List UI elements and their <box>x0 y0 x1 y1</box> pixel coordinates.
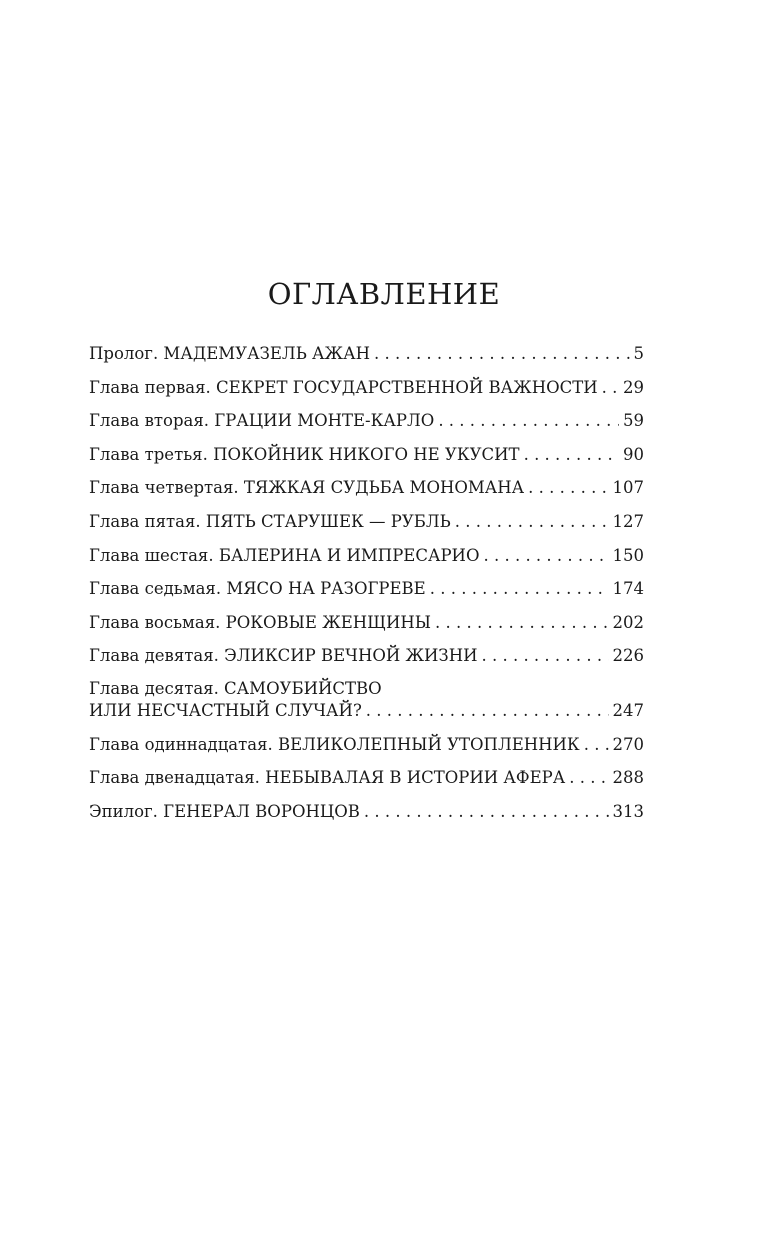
toc-entry-label-line2: ИЛИ НЕСЧАСТНЫЙ СЛУЧАЙ? <box>89 700 362 720</box>
dot-leader <box>364 800 609 823</box>
toc-page-number: 107 <box>612 478 644 498</box>
toc-entry-chapter-12 <box>89 766 644 789</box>
toc-entry-chapter-6 <box>89 544 644 567</box>
dot-leader <box>528 476 608 499</box>
toc-entry-label: Глава четвертая. ТЯЖКАЯ СУДЬБА МОНОМАНА <box>89 478 525 498</box>
toc-entry-chapter-2 <box>89 409 644 432</box>
dot-leader <box>481 644 608 667</box>
dot-leader <box>366 700 609 722</box>
toc-entry-label: Глава девятая. ЭЛИКСИР ВЕЧНОЙ ЖИЗНИ <box>89 646 478 666</box>
toc-entry-label: Эпилог. ГЕНЕРАЛ ВОРОНЦОВ <box>89 801 360 821</box>
toc-entry-chapter-10 <box>89 678 644 722</box>
table-of-contents <box>89 342 644 833</box>
dot-leader <box>602 376 619 399</box>
toc-page-number: 5 <box>633 344 644 363</box>
toc-entry-chapter-1 <box>89 376 644 399</box>
dot-leader <box>430 577 609 600</box>
toc-page-number: 174 <box>612 579 644 599</box>
dot-leader <box>374 342 630 365</box>
dot-leader <box>483 544 608 567</box>
toc-entry-label: Глава двенадцатая. НЕБЫВАЛАЯ В ИСТОРИИ АФЕРА <box>89 768 566 788</box>
toc-entry-epilogue <box>89 800 644 823</box>
toc-entry-label: Глава одиннадцатая. ВЕЛИКОЛЕПНЫЙ УТОПЛЕННИК <box>89 734 580 754</box>
toc-entry-line2 <box>89 700 644 722</box>
toc-entry-label: Глава пятая. ПЯТЬ СТАРУШЕК — РУБЛЬ <box>89 511 451 531</box>
toc-page-number: 127 <box>612 511 644 531</box>
toc-entry-label: Глава седьмая. МЯСО НА РАЗОГРЕВЕ <box>89 579 426 599</box>
toc-entry-label: Пролог. МАДЕМУАЗЕЛЬ АЖАН <box>89 344 370 363</box>
page-title: ОГЛАВЛЕНИЕ <box>267 277 501 311</box>
toc-entry-label: Глава первая. СЕКРЕТ ГОСУДАРСТВЕННОЙ ВАЖНОСТИ <box>89 377 598 397</box>
toc-entry-label: Глава восьмая. РОКОВЫЕ ЖЕНЩИНЫ <box>89 612 432 632</box>
toc-page-number: 202 <box>612 612 644 632</box>
toc-page-number: 226 <box>612 646 644 666</box>
toc-page-number: 247 <box>612 700 644 720</box>
dot-leader <box>435 611 608 634</box>
toc-entry-label-line1: Глава десятая. САМОУБИЙСТВО <box>89 678 382 698</box>
toc-entry-chapter-5 <box>89 510 644 533</box>
toc-entry-label: Глава третья. ПОКОЙНИК НИКОГО НЕ УКУСИТ <box>89 444 520 464</box>
toc-page-number: 270 <box>612 734 644 754</box>
dot-leader <box>584 733 609 756</box>
toc-page-number: 288 <box>612 768 644 788</box>
toc-entry-label: Глава шестая. БАЛЕРИНА И ИМПРЕСАРИО <box>89 545 480 565</box>
toc-entry-prologue <box>89 342 644 365</box>
toc-entry-chapter-11 <box>89 733 644 756</box>
toc-page-number: 29 <box>623 377 644 397</box>
toc-entry-chapter-4 <box>89 476 644 499</box>
toc-entry-chapter-3 <box>89 443 644 466</box>
dot-leader <box>524 443 619 466</box>
toc-page-number: 59 <box>623 411 644 431</box>
dot-leader <box>438 409 619 432</box>
toc-page-number: 313 <box>612 801 644 821</box>
toc-entry-label: Глава вторая. ГРАЦИИ МОНТЕ-КАРЛО <box>89 411 435 431</box>
toc-page-number: 150 <box>612 545 644 565</box>
dot-leader <box>455 510 609 533</box>
toc-entry-chapter-7 <box>89 577 644 600</box>
dot-leader <box>569 766 608 789</box>
toc-entry-chapter-9 <box>89 644 644 667</box>
toc-page-number: 90 <box>623 444 644 464</box>
toc-entry-chapter-8 <box>89 611 644 634</box>
